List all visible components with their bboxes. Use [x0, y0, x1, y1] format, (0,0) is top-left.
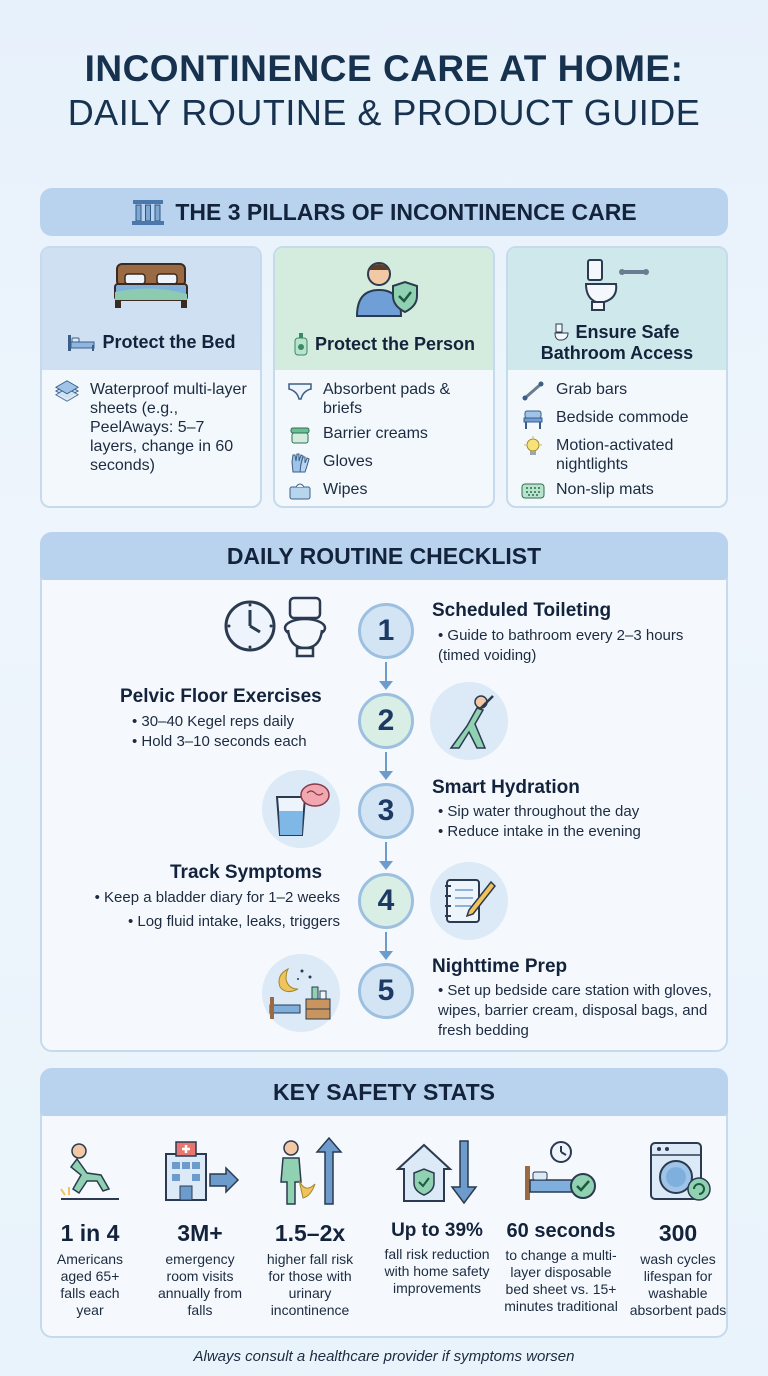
- bed-icon: [111, 258, 191, 312]
- bed-clock-check-icon: [521, 1140, 601, 1204]
- step-4-list: [60, 888, 340, 932]
- step-5-title: Nighttime Prep: [432, 956, 568, 977]
- pillars-title: THE 3 PILLARS OF INCONTINENCE CARE: [175, 198, 637, 225]
- stats-title: KEY SAFETY STATS: [273, 1078, 495, 1105]
- stat-value: 1 in 4: [60, 1220, 120, 1246]
- stat-desc: wash cycles lifespan for washable absorbent pads: [629, 1251, 727, 1318]
- stat-desc: fall risk reduction with home safety improvements: [384, 1246, 490, 1296]
- pillar-bed-list: [42, 370, 260, 475]
- stat-er-visits: [144, 1134, 256, 1319]
- pillar-person-list: [275, 370, 493, 502]
- lotion-bottle-icon: [293, 332, 309, 356]
- hospital-arrow-icon: [160, 1140, 240, 1204]
- nighttime-icon-bubble: [262, 954, 340, 1032]
- list-item: Wipes: [287, 480, 483, 502]
- pillar-bathroom-header: [508, 248, 726, 370]
- step-5-number: 5: [358, 963, 414, 1019]
- stat-value: 60 seconds: [506, 1220, 616, 1242]
- arrow-down-icon: [385, 932, 387, 956]
- pillar-bathroom-list: [508, 370, 726, 502]
- routine-title: DAILY ROUTINE CHECKLIST: [226, 542, 542, 569]
- arrow-down-icon: [385, 842, 387, 866]
- list-item: Gloves: [287, 452, 483, 474]
- stats-banner: [40, 1068, 728, 1116]
- step-3-title: Smart Hydration: [432, 777, 580, 798]
- pillar-bed: [40, 246, 262, 508]
- list-item: Grab bars: [520, 380, 716, 402]
- stat-desc: higher fall risk for those with urinary incontinence: [266, 1251, 354, 1318]
- list-item: Non-slip mats: [520, 480, 716, 502]
- page-title: [0, 48, 768, 134]
- pillar-bathroom-title: Ensure Safe Bathroom Access: [540, 322, 694, 363]
- stat-value: 300: [658, 1220, 698, 1246]
- small-toilet-icon: [554, 323, 570, 343]
- cream-jar-icon: [288, 425, 312, 445]
- stat-fall-risk: [254, 1134, 366, 1319]
- toilet-icon: [282, 594, 328, 660]
- wipes-icon: [288, 481, 312, 501]
- person-shield-icon: [349, 258, 419, 318]
- moon-nightstand-icon: [268, 963, 334, 1023]
- stat-value: 1.5–2x: [274, 1220, 346, 1246]
- falling-person-icon: [57, 1139, 123, 1205]
- notebook-pencil-icon: [441, 874, 497, 928]
- step-4-title: Track Symptoms: [170, 862, 323, 883]
- stat-value: Up to 39%: [391, 1220, 483, 1241]
- list-item: Waterproof multi-layer sheets (e.g., PeelAways: 5–7 layers, change in 60 seconds): [54, 380, 250, 475]
- pillars-icon: [131, 198, 165, 226]
- step-5-list: [438, 981, 714, 1041]
- stretching-person-icon: [441, 690, 497, 752]
- pillar-person-title: Protect the Person: [314, 333, 476, 354]
- commode-icon: [521, 408, 545, 430]
- pillar-person-header: [275, 248, 493, 370]
- title-line-1: INCONTINENCE CARE AT HOME:: [84, 48, 684, 89]
- stat-risk-reduction: [376, 1134, 498, 1297]
- stat-desc: to change a multi-layer disposable bed sheet vs. 15+ minutes traditional: [504, 1247, 618, 1314]
- list-item: • Sip water throughout the day: [438, 802, 698, 822]
- list-item: • Set up bedside care station with gloves, wipes, barrier cream, disposal bags, and fresh bedding: [438, 981, 714, 1041]
- step-2-list: [132, 712, 342, 752]
- routine-banner: [40, 532, 728, 580]
- washing-machine-icon: [645, 1139, 711, 1205]
- routine-section: [40, 532, 728, 1052]
- list-item: • Log fluid intake, leaks, triggers: [60, 912, 340, 932]
- step-1-list: [438, 626, 688, 666]
- list-item: Barrier creams: [287, 424, 483, 446]
- brief-icon: [287, 381, 313, 401]
- step-2-title: Pelvic Floor Exercises: [120, 686, 322, 707]
- grab-bar-icon: [521, 380, 545, 402]
- small-bed-icon: [66, 333, 96, 353]
- stat-desc: emergency room visits annually from falls: [157, 1251, 243, 1318]
- step-4-number: 4: [358, 873, 414, 929]
- footer-disclaimer: Always consult a healthcare provider if symptoms worsen: [193, 1348, 575, 1365]
- step-3-list: [438, 802, 698, 842]
- list-item: • Guide to bathroom every 2–3 hours (timed voiding): [438, 626, 688, 666]
- list-item: • Keep a bladder diary for 1–2 weeks: [60, 888, 340, 908]
- nightlight-icon: [521, 435, 545, 459]
- arrow-down-icon: [385, 662, 387, 686]
- title-line-2: DAILY ROUTINE & PRODUCT GUIDE: [67, 92, 701, 133]
- stat-falls: [34, 1134, 146, 1319]
- step-1-title: Scheduled Toileting: [432, 600, 612, 621]
- exercise-icon-bubble: [430, 682, 508, 760]
- list-item: • Hold 3–10 seconds each: [132, 732, 342, 752]
- step-1-number: 1: [358, 603, 414, 659]
- hydration-icon-bubble: [262, 770, 340, 848]
- diary-icon-bubble: [430, 862, 508, 940]
- list-item: • Reduce intake in the evening: [438, 822, 698, 842]
- list-item: Motion-activated nightlights: [520, 436, 716, 474]
- stat-value: 3M+: [177, 1220, 223, 1246]
- step-3-number: 3: [358, 783, 414, 839]
- list-item: Bedside commode: [520, 408, 716, 430]
- stat-wash-cycles: [622, 1134, 734, 1319]
- pillar-bed-title: Protect the Bed: [102, 332, 236, 352]
- toilet-grab-bar-icon: [582, 256, 652, 316]
- pillar-bed-header: [42, 248, 260, 370]
- stats-section: [40, 1068, 728, 1338]
- layered-sheets-icon: [54, 377, 80, 405]
- clock-icon: [222, 598, 278, 654]
- step-2-number: 2: [358, 693, 414, 749]
- stat-change-time: [500, 1134, 622, 1315]
- stat-desc: Americans aged 65+ falls each year: [56, 1251, 124, 1318]
- pillars-banner: [40, 188, 728, 236]
- pillar-person: [273, 246, 495, 508]
- non-slip-mat-icon: [520, 481, 546, 501]
- person-up-arrow-icon: [275, 1136, 345, 1208]
- list-item: Absorbent pads & briefs: [287, 380, 483, 418]
- pillar-bathroom: [506, 246, 728, 508]
- list-item: • 30–40 Kegel reps daily: [132, 712, 342, 732]
- water-brain-icon: [271, 779, 331, 839]
- arrow-down-icon: [385, 752, 387, 776]
- house-shield-down-arrow-icon: [394, 1139, 480, 1205]
- gloves-icon: [288, 452, 312, 474]
